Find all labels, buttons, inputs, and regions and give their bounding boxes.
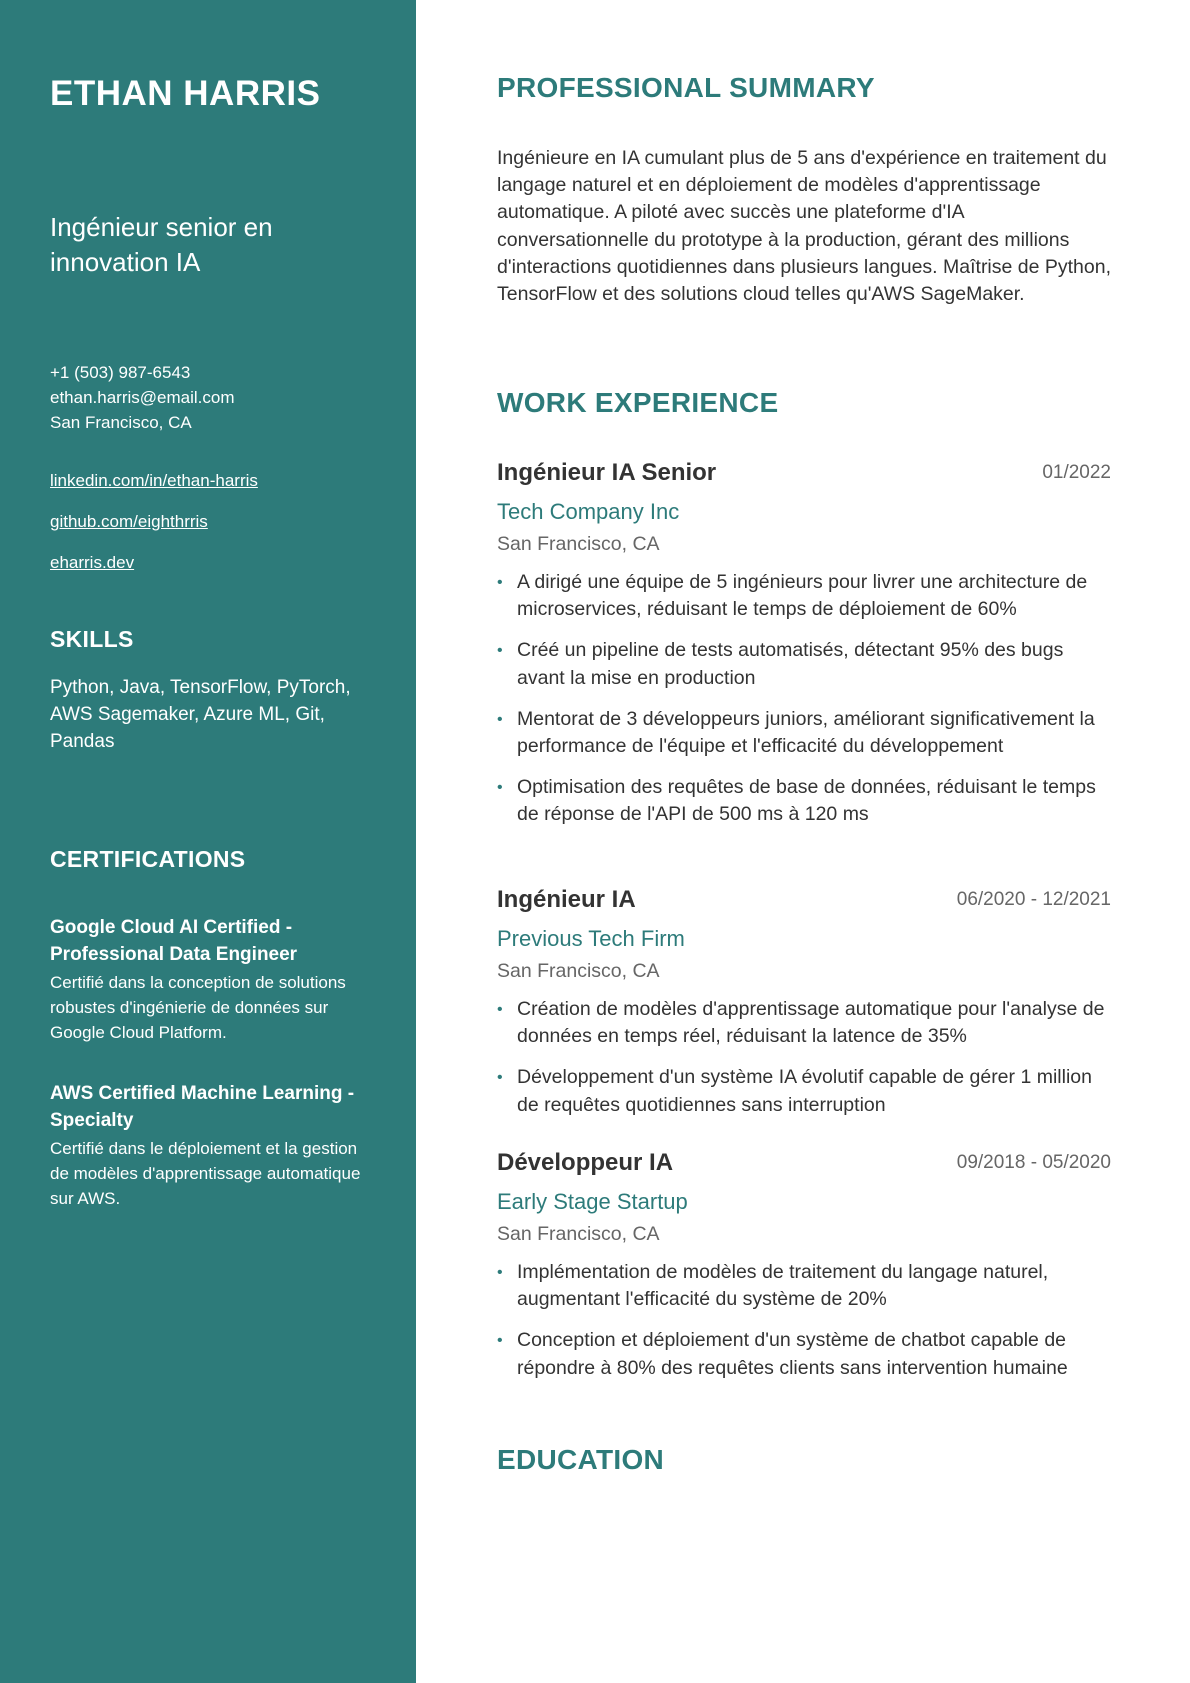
link-website[interactable]: eharris.dev [50,553,135,572]
certification-title: Google Cloud AI Certified - Professional Data Engineer [50,917,298,965]
job-location: San Francisco, CA [497,960,660,982]
list-item: • Créé un pipeline de tests automatisés, détectant 95% des bugs avant la mise en production [497,639,1064,689]
certifications-heading: CERTIFICATIONS [50,846,246,872]
candidate-name: ETHAN HARRIS [50,74,321,113]
job-date: 06/2020 - 12/2021 [956,889,1111,910]
list-item: • Optimisation des requêtes de base de données, réduisant le temps de réponse de l'API de 500 ms à 120 ms [497,776,1096,826]
bullet-icon: • [497,574,503,591]
list-item: • Implémentation de modèles de traitement du langage naturel, augmentant l'efficacité du système de 20% [497,1261,1049,1311]
certification-item [50,1080,380,1211]
bullet-icon: • [497,779,503,797]
certification-description: Certifié dans la conception de solutions robustes d'ingénierie de données sur Google Cloud Platform. [50,973,346,1042]
job-company: Early Stage Startup [497,1189,688,1214]
certification-title: AWS Certified Machine Learning - Specialty [50,1083,355,1131]
summary-text: Ingénieure en IA cumulant plus de 5 ans d'expérience en traitement du langage naturel et en déploiement de modèles d'apprentissage automatique. A piloté avec succès une plateforme d'IA conversationnelle du prototype à la production, gérant des millions d'interactions quotidiennes dans plusieurs langues. Maîtrise de Python, TensorFlow et des solutions cloud telles qu'AWS SageMaker. [497,147,1112,306]
skills-heading: SKILLS [50,626,134,652]
list-item: • Mentorat de 3 développeurs juniors, améliorant significativement la performance de l'équipe et l'efficacité du développement [497,707,1095,758]
bullet-icon: • [497,1332,503,1350]
job-date: 01/2022 [1042,462,1111,483]
list-item: • A dirigé une équipe de 5 ingénieurs pour livrer une architecture de microservices, réduisant le temps de déploiement de 60% [497,571,1088,621]
list-item: • Développement d'un système IA évolutif capable de gérer 1 million de requêtes quotidiennes sans interruption [497,1066,1092,1116]
job-entry [497,1149,1111,1396]
job-title: Développeur IA [497,1149,674,1176]
candidate-role: Ingénieur senior en innovation IA [50,212,273,277]
job-entry [497,886,1111,1133]
contact-location: San Francisco, CA [50,413,192,432]
bullet-icon: • [497,642,503,660]
skills-list: Python, Java, TensorFlow, PyTorch, AWS Sagemaker, Azure ML, Git, Pandas [50,677,351,752]
education-heading: EDUCATION [497,1444,665,1475]
summary-heading: PROFESSIONAL SUMMARY [497,72,875,103]
bullet-icon: • [497,1001,503,1018]
certification-item [50,914,380,1045]
link-linkedin[interactable]: linkedin.com/in/ethan-harris [50,471,258,490]
job-company: Tech Company Inc [497,499,680,524]
link-github[interactable]: github.com/eighthrris [50,512,208,531]
job-bullets [497,996,1111,1119]
job-title: Ingénieur IA [497,886,636,913]
job-location: San Francisco, CA [497,1223,660,1245]
job-bullets [497,1259,1111,1382]
job-title: Ingénieur IA Senior [497,459,717,486]
job-entry [497,459,1111,843]
contact-block [50,360,235,435]
contact-phone: +1 (503) 987-6543 [50,363,191,382]
job-location: San Francisco, CA [497,533,660,555]
job-bullets [497,569,1111,829]
job-company: Previous Tech Firm [497,926,685,951]
bullet-icon: • [497,710,503,728]
experience-heading: WORK EXPERIENCE [497,387,779,418]
job-date: 09/2018 - 05/2020 [956,1152,1111,1173]
list-item: • Conception et déploiement d'un système de chatbot capable de répondre à 80% des requêtes clients sans intervention humaine [497,1329,1068,1379]
contact-email: ethan.harris@email.com [50,388,235,407]
bullet-icon: • [497,1264,503,1281]
sidebar [0,0,416,1683]
bullet-icon: • [497,1069,503,1087]
links-block [50,469,258,592]
list-item: • Création de modèles d'apprentissage automatique pour l'analyse de données en temps réel, réduisant la latence de 35% [497,998,1105,1048]
certification-description: Certifié dans le déploiement et la gestion de modèles d'apprentissage automatique sur AWS. [50,1139,361,1208]
